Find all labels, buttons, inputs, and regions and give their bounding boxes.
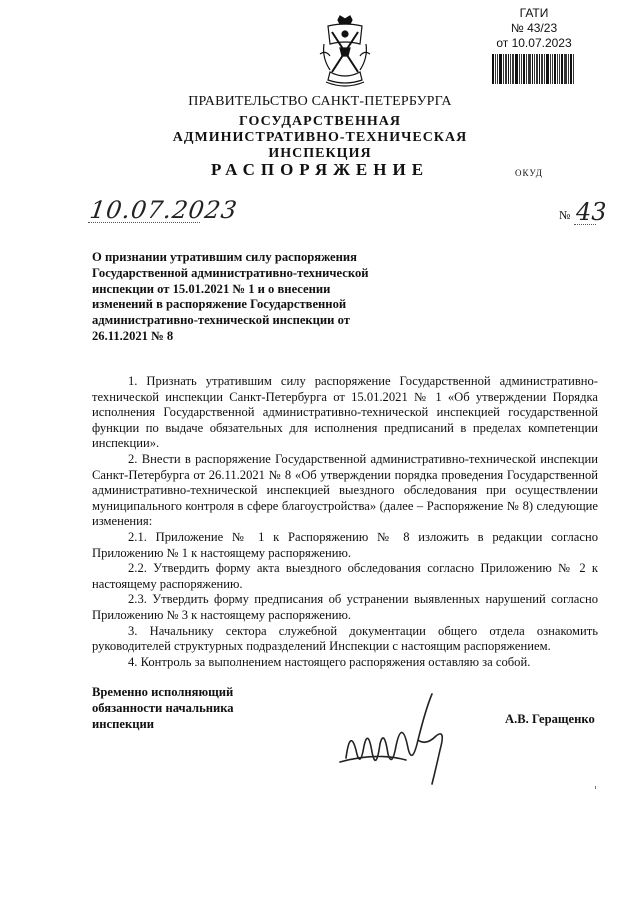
- document-type: РАСПОРЯЖЕНИЕ: [210, 160, 430, 179]
- date-line: [88, 222, 200, 223]
- paragraph-2: 2. Внести в распоряжение Государственной административно-технической инспекции Санкт-Петербурга от 26.11.2021 № 8 «Об утверждении порядка проведения Государственной административно-технической инспекцией выездного обследования при осуществлении муниципального контроля в сфере благоустройства» (далее – Распоряжение № 8) следующие изменения:: [92, 451, 598, 529]
- paragraph-4: 4. Контроль за выполнением настоящего распоряжения оставляю за собой.: [128, 654, 531, 669]
- position-line-1: Временно исполняющий: [92, 685, 234, 699]
- position-line-2: обязанности начальника: [92, 701, 234, 715]
- barcode: [492, 54, 584, 84]
- paragraph-2-3: 2.3. Утвердить форму предписания об устранении выявленных нарушений согласно Приложению № 3 к настоящему распоряжению.: [92, 592, 598, 622]
- agency-line-1: ГОСУДАРСТВЕННАЯ: [239, 114, 401, 129]
- document-subject: О признании утратившим силу распоряжения Государственной административно-технической инспекции от 15.01.2021 № 1 и о внесении изменений в распоряжение Государственной административно-технической инспекции от 26.11.2021 № 8: [92, 250, 369, 343]
- number-label: №: [559, 208, 571, 222]
- coat-of-arms-icon: [318, 14, 372, 90]
- number-line: [574, 224, 596, 225]
- stamp-org: ГАТИ: [519, 6, 549, 20]
- document-body: [92, 374, 598, 670]
- signatory-name: А.В. Геращенко: [505, 712, 595, 726]
- position-line-3: инспекции: [92, 717, 154, 731]
- paragraph-3: 3. Начальнику сектора служебной документации общего отдела ознакомить руководителей структурных подразделений Инспекции с настоящим распоряжением.: [92, 623, 598, 654]
- registration-stamp: [484, 6, 584, 51]
- paragraph-2-1: 2.1. Приложение № 1 к Распоряжению № 8 изложить в редакции согласно Приложению № 1 к настоящему распоряжению.: [92, 529, 598, 560]
- stamp-number: № 43/23: [510, 21, 558, 35]
- signatory-position: [92, 684, 292, 732]
- paragraph-1: 1. Признать утратившим силу распоряжение Государственной административно-технической инспекции Санкт-Петербурга от 15.01.2021 № 1 «Об утверждении Порядка исполнения Государственной административно-технической инспекцией государственной функции по выдаче обязательных для исполнения предписаний в пределах компетенции инспекции».: [92, 374, 598, 451]
- scan-mark: [595, 786, 596, 789]
- stamp-date: от 10.07.2023: [496, 36, 572, 50]
- agency-title: [0, 114, 640, 162]
- handwritten-signature: [336, 688, 456, 792]
- okud-label: ОКУД: [515, 168, 543, 178]
- handwritten-date: 10.07.2023: [88, 196, 240, 224]
- government-title: ПРАВИТЕЛЬСТВО САНКТ-ПЕТЕРБУРГА: [188, 94, 452, 109]
- agency-line-3: ИНСПЕКЦИЯ: [268, 146, 372, 161]
- handwritten-number: 43: [576, 198, 607, 226]
- paragraph-2-2: 2.2. Утвердить форму акта выездного обследования согласно Приложению № 2 к настоящему распоряжению.: [92, 561, 598, 591]
- agency-line-2: АДМИНИСТРАТИВНО-ТЕХНИЧЕСКАЯ: [172, 130, 468, 145]
